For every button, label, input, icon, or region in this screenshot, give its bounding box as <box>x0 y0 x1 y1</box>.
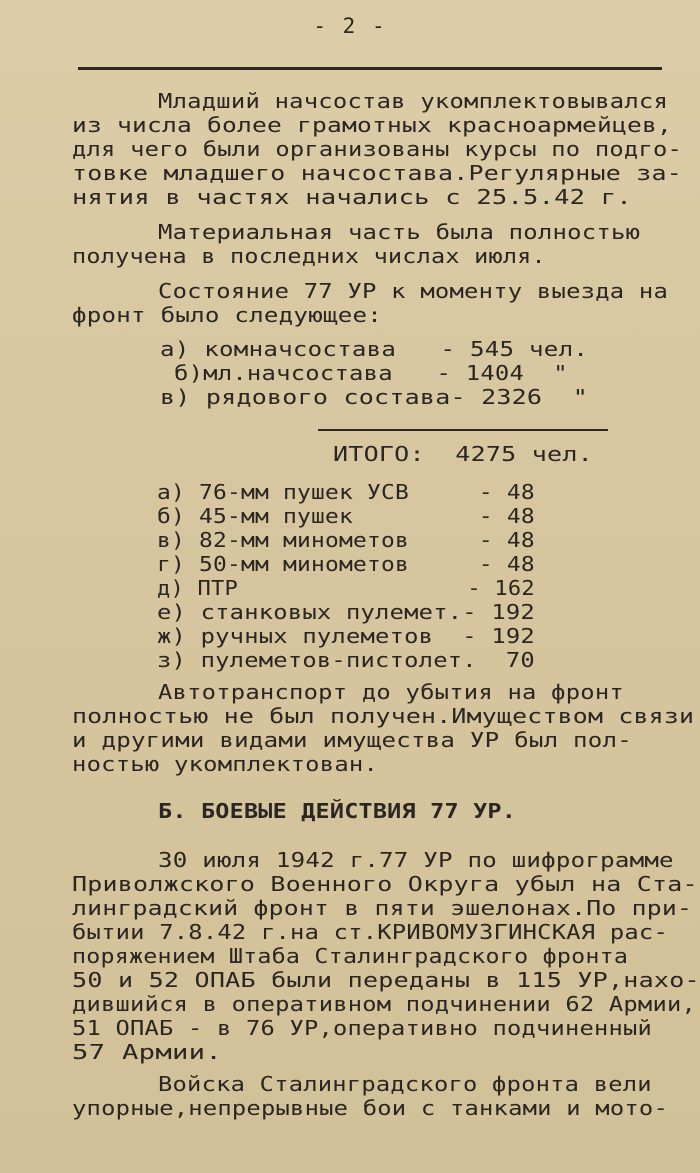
text-line: а) комначсостава - 545 чел. <box>160 337 589 361</box>
text-line: Войска Сталинградского фронта вели <box>158 1072 652 1096</box>
text-line: Состояние 77 УР к моменту выезда на <box>158 279 669 303</box>
text-line: б) 45-мм пушек - 48 <box>157 504 535 528</box>
text-line: ностью укомплектован. <box>72 752 379 776</box>
text-line: бытии 7.8.42 г.на ст.КРИВОМУЗГИНСКАЯ рас- <box>72 920 668 944</box>
text-line: г) 50-мм минометов - 48 <box>157 552 535 576</box>
page-number: - 2 - <box>313 14 387 38</box>
text-line: в) рядового состава- 2326 " <box>160 385 589 409</box>
text-line: 57 Армии. <box>72 1040 223 1064</box>
text-line: из числа более грамотных красноармейцев, <box>72 113 673 137</box>
text-line: получена в последних числах июля. <box>72 244 546 268</box>
text-line: д) ПТР - 162 <box>157 576 535 600</box>
text-line: в) 82-мм минометов - 48 <box>157 528 535 552</box>
text-line: линградский фронт в пяти эшелонах.По при- <box>72 896 693 920</box>
text-line: 50 и 52 ОПАБ были переданы в 115 УР,нахо- <box>72 968 700 992</box>
text-line: и другими видами имущества УР был пол- <box>72 728 633 752</box>
text-line: Приволжского Военного Округа убыл на Ста- <box>72 872 698 896</box>
text-line: Материальная часть была полностью <box>158 220 641 244</box>
text-line: а) 76-мм пушек УСВ - 48 <box>157 480 535 504</box>
text-line: ж) ручных пулеметов - 192 <box>157 624 535 648</box>
text-line: 30 июля 1942 г.77 УР по шифрограмме <box>158 848 674 872</box>
text-line: Автотранспорт до убытия на фронт <box>158 680 624 704</box>
text-line: дившийся в оперативном подчинении 62 Армии, <box>72 992 696 1016</box>
text-line: упорные,непрерывные бои с танками и мото- <box>72 1096 668 1120</box>
text-line: поряжением Штаба Сталинградского фронта <box>72 944 629 968</box>
text-line: Б. БОЕВЫЕ ДЕЙСТВИЯ 77 УР. <box>158 799 517 823</box>
text-line: ИТОГО: 4275 чел. <box>333 442 593 466</box>
total-rule <box>318 429 608 431</box>
text-line: полностью не был получен.Имуществом связи <box>72 704 695 728</box>
text-line: з) пулеметов-пистолет. 70 <box>157 648 535 672</box>
text-line: 51 ОПАБ - в 76 УР,оперативно подчиненный <box>72 1016 652 1040</box>
text-line: е) станковых пулемет.- 192 <box>157 600 535 624</box>
text-line: нятия в частях начались с 25.5.42 г. <box>72 185 632 209</box>
text-line: для чего были организованы курсы по подго- <box>72 137 682 161</box>
text-line: б)мл.начсостава - 1404 " <box>174 361 568 385</box>
text-line: фронт было следующее: <box>72 303 383 327</box>
header-rule <box>78 67 662 70</box>
text-line: товке младшего начсостава.Регулярные за- <box>72 161 683 185</box>
text-line: Младший начсостав укомплектовывался <box>158 89 669 113</box>
